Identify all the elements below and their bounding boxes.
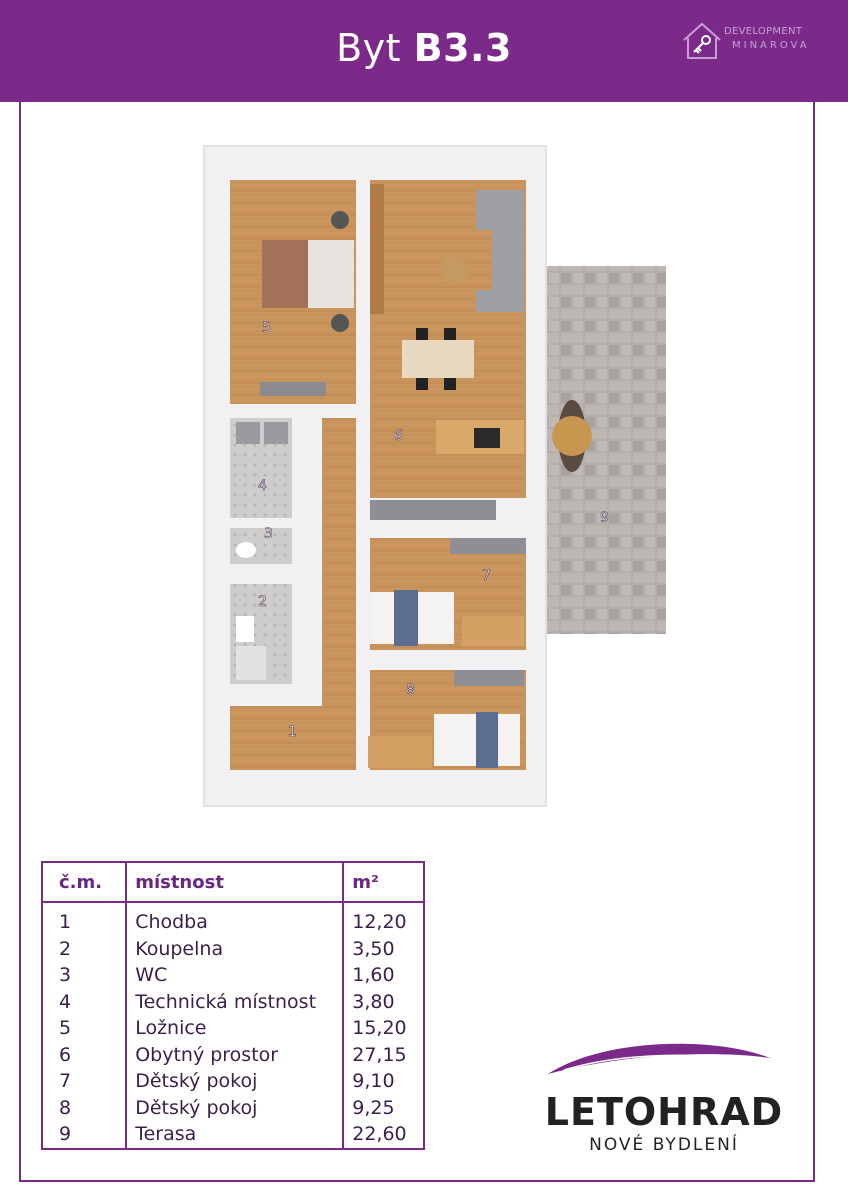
room-number: 8 [42, 1095, 126, 1122]
sideboard [370, 184, 384, 314]
nightstand-lamp [331, 314, 349, 332]
room-label-5: 5 [262, 320, 271, 336]
room-area: 3,50 [343, 936, 424, 963]
developer-logo-line1: DEVELOPMENT [724, 26, 803, 37]
room-label-4: 4 [258, 478, 267, 494]
room-name: Dětský pokoj [126, 1068, 343, 1095]
room-label-1: 1 [288, 724, 297, 740]
room-name: Koupelna [126, 936, 343, 963]
toilet [236, 542, 256, 558]
shower [236, 646, 266, 680]
room-number: 6 [42, 1042, 126, 1069]
desk [368, 736, 432, 768]
room-name: Technická místnost [126, 989, 343, 1016]
dining-table [402, 340, 474, 378]
house-key-icon [680, 18, 724, 62]
bed-blanket [476, 712, 498, 768]
brand-subtitle: NOVÉ BYDLENÍ [589, 1135, 739, 1155]
room-name: Dětský pokoj [126, 1095, 343, 1122]
chair [444, 328, 456, 340]
col-header-number: č.m. [42, 862, 126, 902]
chair [416, 328, 428, 340]
room-label-6: 6 [394, 428, 403, 444]
developer-logo-line2: MINAROVA [732, 40, 810, 51]
table-row [42, 1095, 424, 1122]
wardrobe [260, 382, 326, 396]
room-area: 1,60 [343, 962, 424, 989]
room-area: 27,15 [343, 1042, 424, 1069]
table-header-row [42, 862, 424, 902]
header-bar [0, 0, 848, 102]
coffee-table [440, 256, 468, 284]
room-label-3: 3 [264, 526, 273, 542]
washing-machine [236, 422, 260, 444]
title-prefix: Byt [336, 26, 402, 70]
title-unit: B3.3 [413, 26, 512, 70]
brand-name: LETOHRAD [544, 1090, 784, 1134]
developer-logo [680, 18, 830, 68]
room-number: 3 [42, 962, 126, 989]
room-number: 4 [42, 989, 126, 1016]
wardrobe [454, 670, 524, 686]
room-name: Terasa [126, 1121, 343, 1149]
nightstand-lamp [331, 211, 349, 229]
table-row [42, 989, 424, 1016]
room-number: 7 [42, 1068, 126, 1095]
room-area: 9,25 [343, 1095, 424, 1122]
floor-plan [200, 140, 670, 812]
chair [444, 378, 456, 390]
room-name: Obytný prostor [126, 1042, 343, 1069]
table-row [42, 1015, 424, 1042]
dryer [264, 422, 288, 444]
col-header-area: m² [343, 862, 424, 902]
room-name: Chodba [126, 902, 343, 936]
table-row [42, 1121, 424, 1149]
room-area: 22,60 [343, 1121, 424, 1149]
leaf-swoosh-icon [544, 1036, 784, 1086]
room-area: 12,20 [343, 902, 424, 936]
col-header-room: místnost [126, 862, 343, 902]
kitchen-counter [370, 500, 496, 520]
wardrobe [450, 538, 526, 554]
room-name: Ložnice [126, 1015, 343, 1042]
room-number: 5 [42, 1015, 126, 1042]
room-label-8: 8 [406, 682, 415, 698]
room-name: WC [126, 962, 343, 989]
table-row [42, 1068, 424, 1095]
room-number: 1 [42, 902, 126, 936]
chair [416, 378, 428, 390]
room-number: 9 [42, 1121, 126, 1149]
cooktop [474, 428, 500, 448]
room-area: 3,80 [343, 989, 424, 1016]
table-row [42, 1042, 424, 1069]
room-area: 9,10 [343, 1068, 424, 1095]
room-area: 15,20 [343, 1015, 424, 1042]
letohrad-logo [544, 1036, 784, 1156]
room-label-2: 2 [258, 594, 267, 610]
garden-table [552, 416, 592, 456]
table-row [42, 902, 424, 936]
table-row [42, 936, 424, 963]
room-area-table [41, 861, 425, 1150]
desk [462, 616, 524, 646]
room-label-9: 9 [600, 510, 609, 526]
table-row [42, 962, 424, 989]
toilet [236, 616, 254, 642]
bed-blanket [262, 240, 308, 308]
bed-blanket [394, 590, 418, 646]
room-label-7: 7 [482, 568, 491, 584]
room-number: 2 [42, 936, 126, 963]
